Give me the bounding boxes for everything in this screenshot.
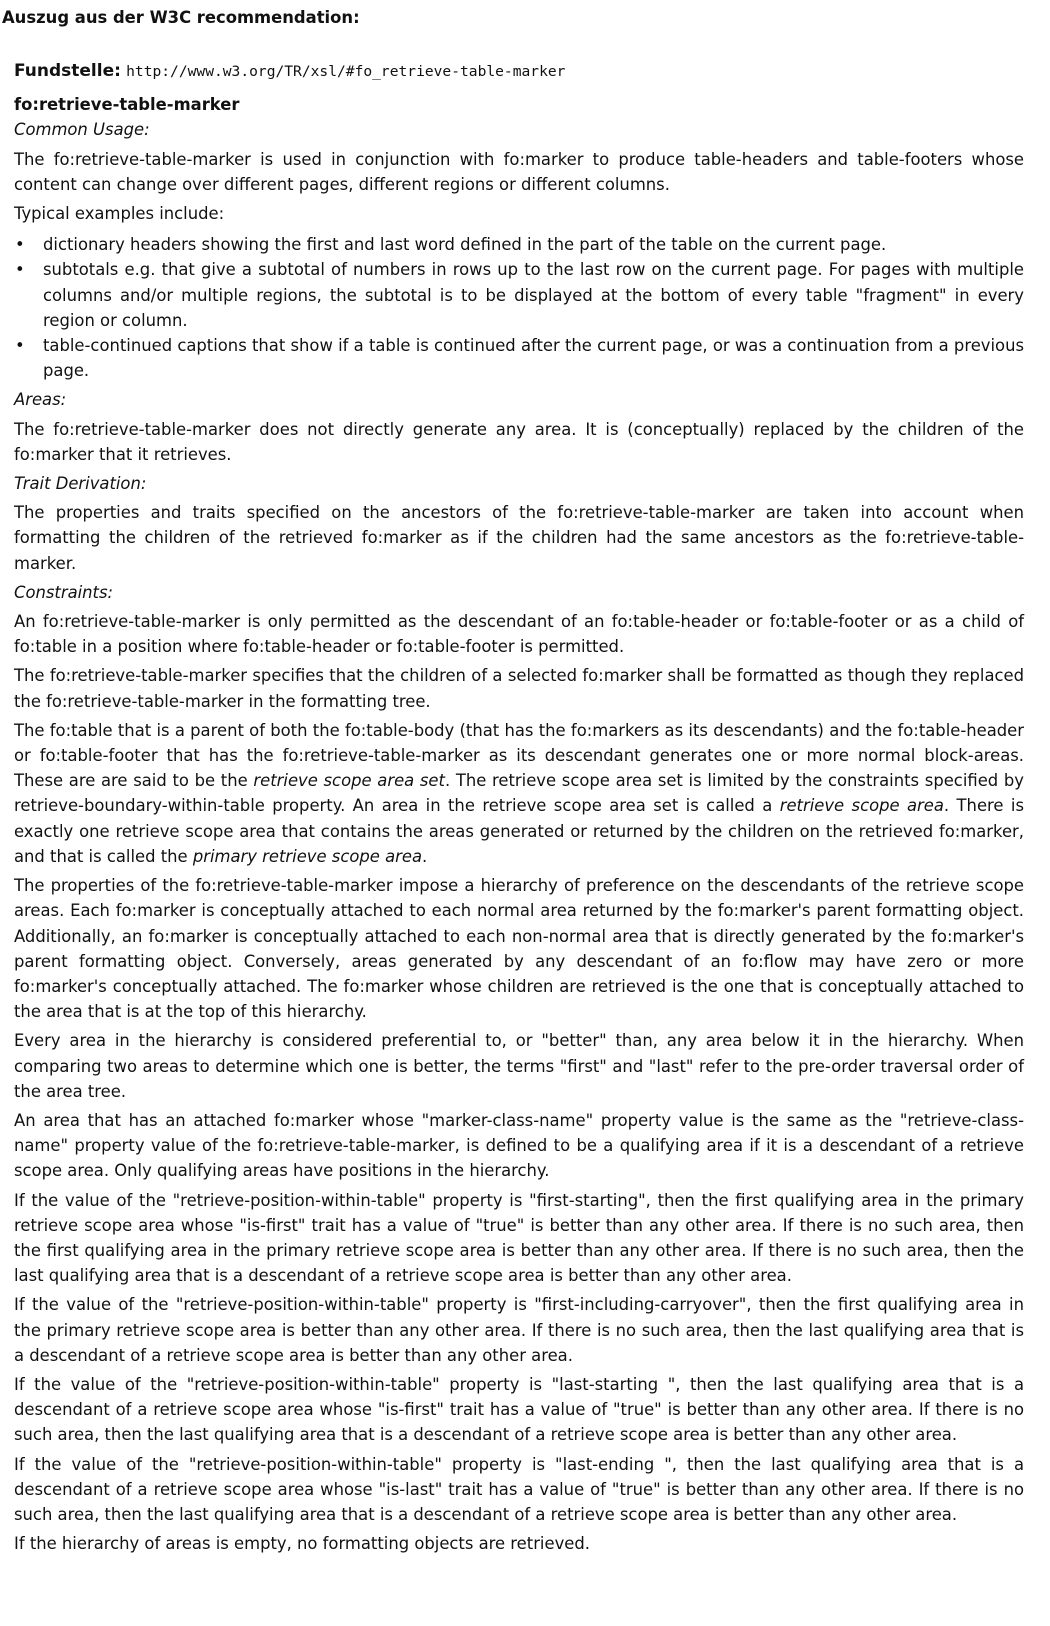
source-line xyxy=(14,58,1024,84)
constraints-paragraph-6: An area that has an attached fo:marker whose "marker-class-name" property value is the same as the "retrieve-class-name" property value of the fo:retrieve-table-marker, is defined to be a qualifying area if it is a descendant of a retrieve scope area. Only qualifying areas have positions in the hierarchy. xyxy=(14,1110,1024,1181)
common-usage-paragraph-1: The fo:retrieve-table-marker is used in conjunction with fo:marker to produce table-headers and table-footers whose content can change over different pages, different regions or different columns. xyxy=(14,149,1024,194)
section-label-areas: Areas: xyxy=(14,390,67,410)
constraints-paragraph-7: If the value of the "retrieve-position-within-table" property is "first-starting", then the first qualifying area in the primary retrieve scope area whose "is-first" trait has a value of "true" is better than any other area. If there is no such area, then the first qualifying area in the primary retrieve scope area is better than any other area. If there is no such area, then the last qualifying area that is a descendant of a retrieve scope area is better than any other area. xyxy=(14,1190,1024,1286)
text-run: The fo:table that is a parent of both the fo:table-body (that has the fo:markers as its descendants) and the fo:table-header or fo:table-footer that has the fo:retrieve-table-marker as its descendant generates one or more normal block-areas. These are are said to be the xyxy=(14,720,1024,791)
constraints-paragraph-3 xyxy=(14,718,1024,869)
constraints-paragraph-4: The properties of the fo:retrieve-table-marker impose a hierarchy of preference on the descendants of the retrieve scope areas. Each fo:marker is conceptually attached to each normal area returned by the fo:marker's parent formatting object. Additionally, an fo:marker is conceptually attached to each non-normal area that is directly generated by the fo:marker's parent formatting object. Conversely, areas generated by any descendant of an fo:flow may have zero or more fo:marker's conceptually attached. The fo:marker whose children are retrieved is the one that is conceptually attached to the area that is at the top of this hierarchy. xyxy=(14,876,1024,1022)
source-url: http://www.w3.org/TR/xsl/#fo_retrieve-table-marker xyxy=(126,63,566,80)
term-retrieve-scope-area-set: retrieve scope area set xyxy=(253,771,445,791)
section-label-constraints: Constraints: xyxy=(14,582,114,602)
constraints-paragraph-2: The fo:retrieve-table-marker specifies that the children of a selected fo:marker shall be formatted as though they replaced the fo:retrieve-table-marker in the formatting tree. xyxy=(14,666,1024,711)
element-title: fo:retrieve-table-marker xyxy=(14,95,240,115)
text-run: . The retrieve scope area set is limited by the constraints specified by retrieve-boundary-within-table property. An area in the retrieve scope area set is called a xyxy=(14,771,1024,816)
constraints-paragraph-5: Every area in the hierarchy is considered preferential to, or "better" than, any area below it in the hierarchy. When comparing two areas to determine which one is better, the terms "first" and "last" refer to the pre-order traversal order of the area tree. xyxy=(14,1031,1024,1101)
constraints-paragraph-11: If the hierarchy of areas is empty, no formatting objects are retrieved. xyxy=(14,1534,590,1554)
term-primary-retrieve-scope-area: primary retrieve scope area xyxy=(192,846,422,866)
section-label-common-usage: Common Usage: xyxy=(14,120,150,140)
areas-paragraph-1: The fo:retrieve-table-marker does not directly generate any area. It is (conceptually) replaced by the children of the fo:marker that it retrieves. xyxy=(14,419,1024,464)
list-item: • subtotals e.g. that give a subtotal of numbers in rows up to the last row on the current page. For pages with multiple columns and/or multiple regions, the subtotal is to be displayed at the bottom of every table "fragment" in every region or column. xyxy=(14,257,1024,333)
excerpt-content xyxy=(14,58,1024,1556)
common-usage-paragraph-2: Typical examples include: xyxy=(14,204,225,224)
source-label: Fundstelle: xyxy=(14,61,121,81)
list-item: • table-continued captions that show if a table is continued after the current page, or was a continuation from a previous page. xyxy=(14,333,1024,383)
text-run: . xyxy=(422,846,428,866)
page-heading: Auszug aus der W3C recommendation: xyxy=(2,8,360,27)
section-label-trait-derivation: Trait Derivation: xyxy=(14,474,147,494)
term-retrieve-scope-area: retrieve scope area xyxy=(779,796,944,816)
constraints-paragraph-9: If the value of the "retrieve-position-within-table" property is "last-starting ", then the last qualifying area that is a descendant of a retrieve scope area whose "is-first" trait has a value of "true" is better than any other area. If there is no such area, then the last qualifying area that is a descendant of a retrieve scope area is better than any other area. xyxy=(14,1374,1024,1445)
constraints-paragraph-8: If the value of the "retrieve-position-within-table" property is "first-including-carryover", then the first qualifying area in the primary retrieve scope area is better than any other area. If there is no such area, then the last qualifying area that is a descendant of a retrieve scope area is better than any other area. xyxy=(14,1295,1024,1365)
constraints-paragraph-10: If the value of the "retrieve-position-within-table" property is "last-ending ", then the last qualifying area that is a descendant of a retrieve scope area whose "is-last" trait has a value of "true" is better than any other area. If there is no such area, then the last qualifying area that is a descendant of a retrieve scope area is better than any other area. xyxy=(14,1454,1024,1524)
text-run: . There is exactly one retrieve scope area that contains the areas generated or returned by the children on the retrieved fo:marker, and that is called the xyxy=(14,796,1024,866)
list-item: • dictionary headers showing the first and last word defined in the part of the table on the current page. xyxy=(14,232,1024,257)
trait-derivation-paragraph-1: The properties and traits specified on the ancestors of the fo:retrieve-table-marker are taken into account when formatting the children of the retrieved fo:marker as if the children had the same ancestors as the fo:retrieve-table-marker. xyxy=(14,503,1024,573)
examples-list xyxy=(14,232,1024,383)
constraints-paragraph-1: An fo:retrieve-table-marker is only permitted as the descendant of an fo:table-header or fo:table-footer or as a child of fo:table in a position where fo:table-header or fo:table-footer is permitted. xyxy=(14,612,1024,657)
